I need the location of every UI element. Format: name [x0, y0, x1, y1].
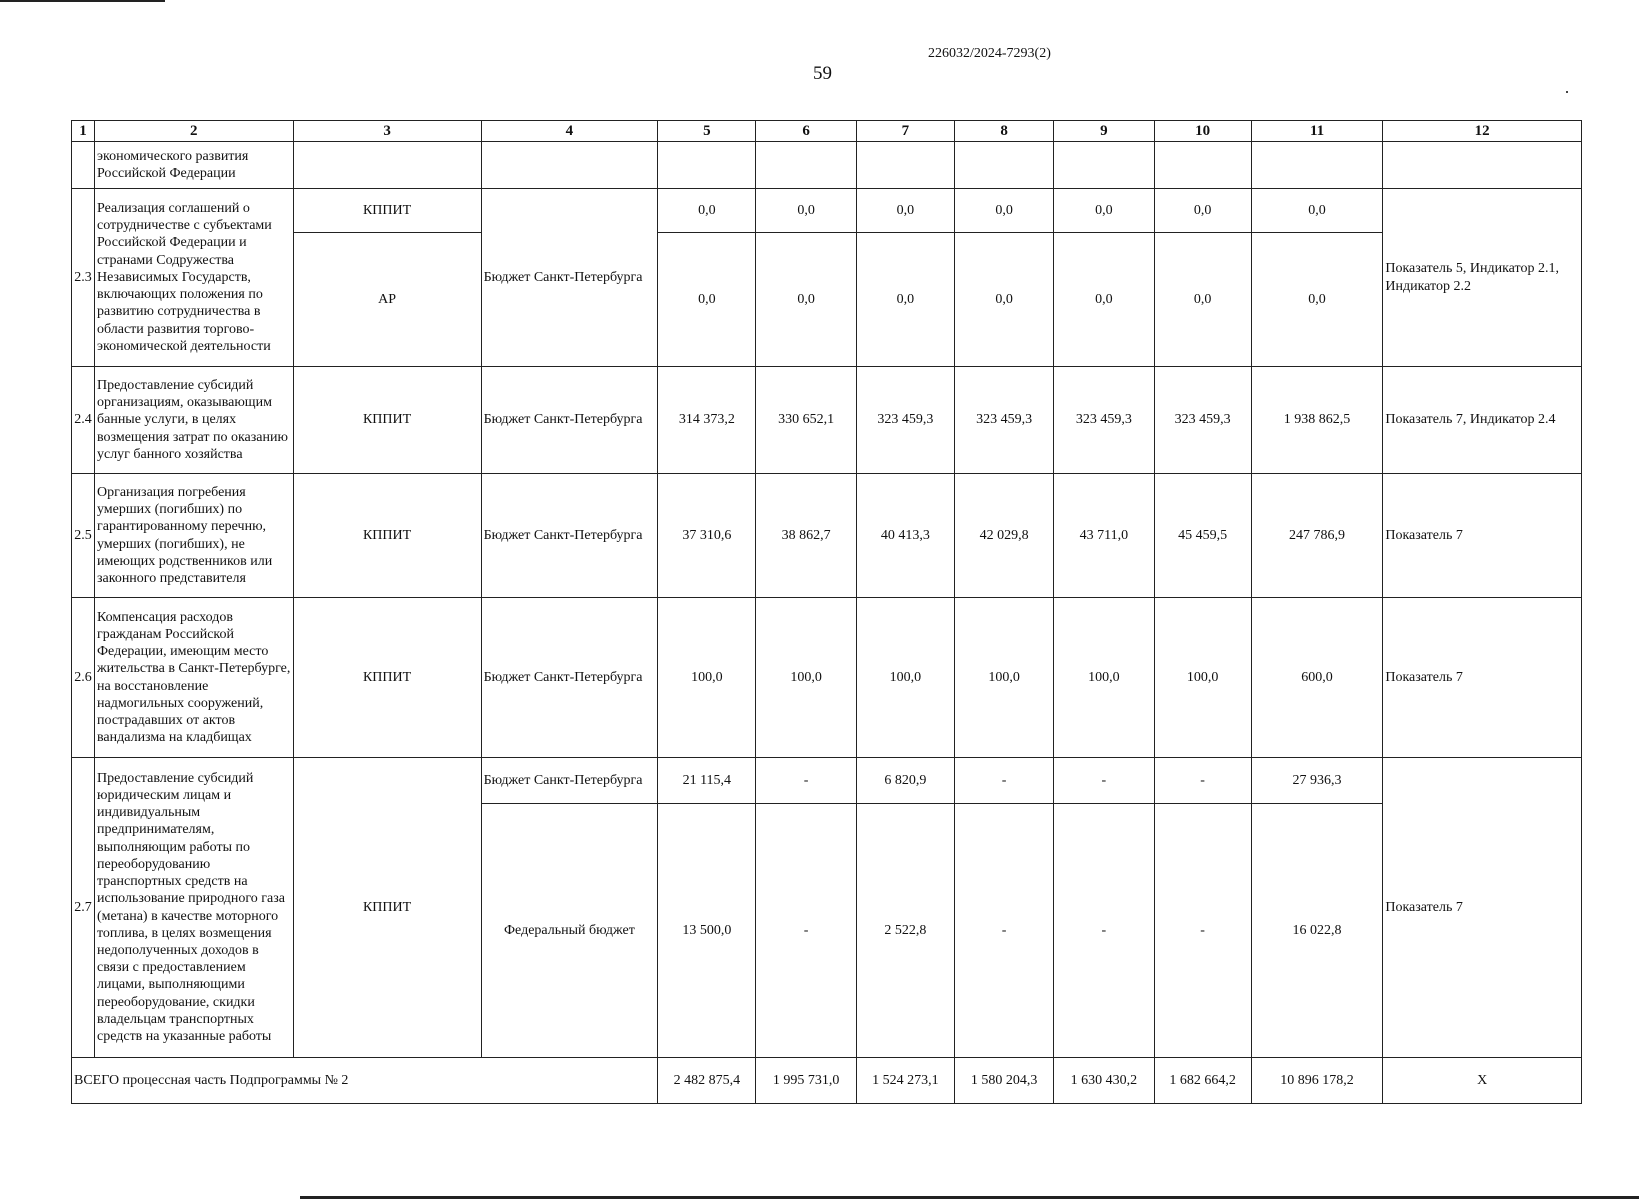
total-value-cell: 247 786,9	[1251, 474, 1383, 598]
total-value-cell: 0,0	[1251, 233, 1383, 367]
value-cell: 0,0	[658, 189, 756, 233]
column-header: 10	[1154, 121, 1251, 142]
total-value-cell: 10 896 178,2	[1251, 1058, 1383, 1104]
value-cell: 323 459,3	[1054, 367, 1154, 474]
total-value-cell: 1 682 664,2	[1154, 1058, 1251, 1104]
indicator-note: Показатель 7	[1383, 474, 1582, 598]
column-header: 2	[94, 121, 293, 142]
value-cell: 38 862,7	[756, 474, 856, 598]
column-header: 8	[954, 121, 1053, 142]
value-cell: 0,0	[658, 233, 756, 367]
row-number: 2.3	[72, 189, 95, 367]
funding-source: Бюджет Санкт-Петербурга	[481, 189, 658, 367]
column-header: 12	[1383, 121, 1582, 142]
value-cell: 323 459,3	[1154, 367, 1251, 474]
value-cell: 21 115,4	[658, 758, 756, 804]
table-row	[72, 758, 1582, 804]
column-header: 4	[481, 121, 658, 142]
executor: КППИТ	[293, 367, 481, 474]
funding-source: Бюджет Санкт-Петербурга	[481, 367, 658, 474]
value-cell: 0,0	[856, 233, 954, 367]
total-value-cell: 1 524 273,1	[856, 1058, 954, 1104]
value-cell: 100,0	[658, 598, 756, 758]
row-description: Предоставление субсидий организациям, оказывающим банные услуги, в целях возмещения затрат по оказанию услуг банного хозяйства	[94, 367, 293, 474]
column-number-row	[72, 121, 1582, 142]
value-cell: -	[756, 804, 856, 1058]
column-header: 6	[756, 121, 856, 142]
column-header: 1	[72, 121, 95, 142]
table-row	[72, 233, 1582, 367]
value-cell: 100,0	[1054, 598, 1154, 758]
executor: КППИТ	[293, 758, 481, 1058]
value-cell: 100,0	[954, 598, 1053, 758]
page-number: 59	[813, 63, 832, 84]
funding-source: Бюджет Санкт-Петербурга	[481, 758, 658, 804]
value-cell: 37 310,6	[658, 474, 756, 598]
value-cell: 323 459,3	[954, 367, 1053, 474]
value-cell: 13 500,0	[658, 804, 756, 1058]
total-label: ВСЕГО процессная часть Подпрограммы № 2	[72, 1058, 658, 1104]
total-value-cell: 16 022,8	[1251, 804, 1383, 1058]
value-cell: 100,0	[756, 598, 856, 758]
table-row	[72, 189, 1582, 233]
indicator-note: Показатель 7	[1383, 758, 1582, 1058]
value-cell: 40 413,3	[856, 474, 954, 598]
value-cell: 0,0	[1054, 189, 1154, 233]
scan-edge-line	[0, 0, 165, 2]
column-header: 7	[856, 121, 954, 142]
table-row	[72, 598, 1582, 758]
value-cell: 0,0	[1054, 233, 1154, 367]
value-cell: 0,0	[1154, 189, 1251, 233]
value-cell: 43 711,0	[1054, 474, 1154, 598]
value-cell: 0,0	[1154, 233, 1251, 367]
value-cell: 0,0	[954, 233, 1053, 367]
table-row	[72, 367, 1582, 474]
value-cell: 45 459,5	[1154, 474, 1251, 598]
indicator-note: Показатель 7	[1383, 598, 1582, 758]
value-cell: 100,0	[1154, 598, 1251, 758]
funding-source: Федеральный бюджет	[481, 804, 658, 1058]
value-cell: 0,0	[856, 189, 954, 233]
total-note: X	[1383, 1058, 1582, 1104]
value-cell: 0,0	[756, 189, 856, 233]
row-description: Организация погребения умерших (погибших) по гарантированному перечню, умерших (погибших), не имеющих родственников или законного представителя	[94, 474, 293, 598]
row-description: Реализация соглашений о сотрудничестве с субъектами Российской Федерации и странами Содружества Независимых Государств, включающих положения по развитию сотрудничества в области развития торгово-экономической деятельности	[94, 189, 293, 367]
column-header: 11	[1251, 121, 1383, 142]
value-cell: 0,0	[756, 233, 856, 367]
funding-source: Бюджет Санкт-Петербурга	[481, 598, 658, 758]
table-row	[72, 474, 1582, 598]
indicator-note: Показатель 7, Индикатор 2.4	[1383, 367, 1582, 474]
document-number: 226032/2024-7293(2)	[928, 46, 1051, 61]
value-cell: 6 820,9	[856, 758, 954, 804]
total-value-cell: 1 580 204,3	[954, 1058, 1053, 1104]
total-value-cell: 1 995 731,0	[756, 1058, 856, 1104]
row-number: 2.5	[72, 474, 95, 598]
table-row	[72, 142, 1582, 189]
executor: КППИТ	[293, 189, 481, 233]
row-number: 2.4	[72, 367, 95, 474]
total-value-cell: 1 630 430,2	[1054, 1058, 1154, 1104]
total-value-cell: 27 936,3	[1251, 758, 1383, 804]
row-description: экономического развития Российской Федерации	[94, 142, 293, 189]
row-number: 2.7	[72, 758, 95, 1058]
row-description: Предоставление субсидий юридическим лицам и индивидуальным предпринимателям, выполняющим работы по переоборудованию транспортных средств на использование природного газа (метана) в качестве моторного топлива, в целях возмещения недополученных доходов в связи с предоставлением лицами, выполняющими переоборудование, скидки владельцам транспортных средств на указанные работы	[94, 758, 293, 1058]
column-header: 5	[658, 121, 756, 142]
scan-speck	[1566, 91, 1568, 93]
value-cell: 323 459,3	[856, 367, 954, 474]
value-cell: 314 373,2	[658, 367, 756, 474]
total-value-cell: 1 938 862,5	[1251, 367, 1383, 474]
value-cell: -	[1154, 804, 1251, 1058]
value-cell: -	[1054, 758, 1154, 804]
value-cell: -	[1154, 758, 1251, 804]
value-cell: 2 522,8	[856, 804, 954, 1058]
row-number: 2.6	[72, 598, 95, 758]
executor: КППИТ	[293, 474, 481, 598]
value-cell: -	[1054, 804, 1154, 1058]
value-cell: 330 652,1	[756, 367, 856, 474]
value-cell: -	[954, 758, 1053, 804]
value-cell: 42 029,8	[954, 474, 1053, 598]
column-header: 3	[293, 121, 481, 142]
program-table	[71, 120, 1582, 1104]
executor: АР	[293, 233, 481, 367]
total-value-cell: 2 482 875,4	[658, 1058, 756, 1104]
total-value-cell: 0,0	[1251, 189, 1383, 233]
total-value-cell: 600,0	[1251, 598, 1383, 758]
row-description: Компенсация расходов гражданам Российской Федерации, имеющим место жительства в Санкт-Петербурге, на восстановление надмогильных сооружений, пострадавших от актов вандализма на кладбищах	[94, 598, 293, 758]
value-cell: -	[954, 804, 1053, 1058]
indicator-note: Показатель 5, Индикатор 2.1, Индикатор 2.2	[1383, 189, 1582, 367]
executor: КППИТ	[293, 598, 481, 758]
total-row	[72, 1058, 1582, 1104]
scan-edge-line	[300, 1196, 1639, 1199]
column-header: 9	[1054, 121, 1154, 142]
funding-source: Бюджет Санкт-Петербурга	[481, 474, 658, 598]
value-cell: 0,0	[954, 189, 1053, 233]
value-cell: 100,0	[856, 598, 954, 758]
value-cell: -	[756, 758, 856, 804]
